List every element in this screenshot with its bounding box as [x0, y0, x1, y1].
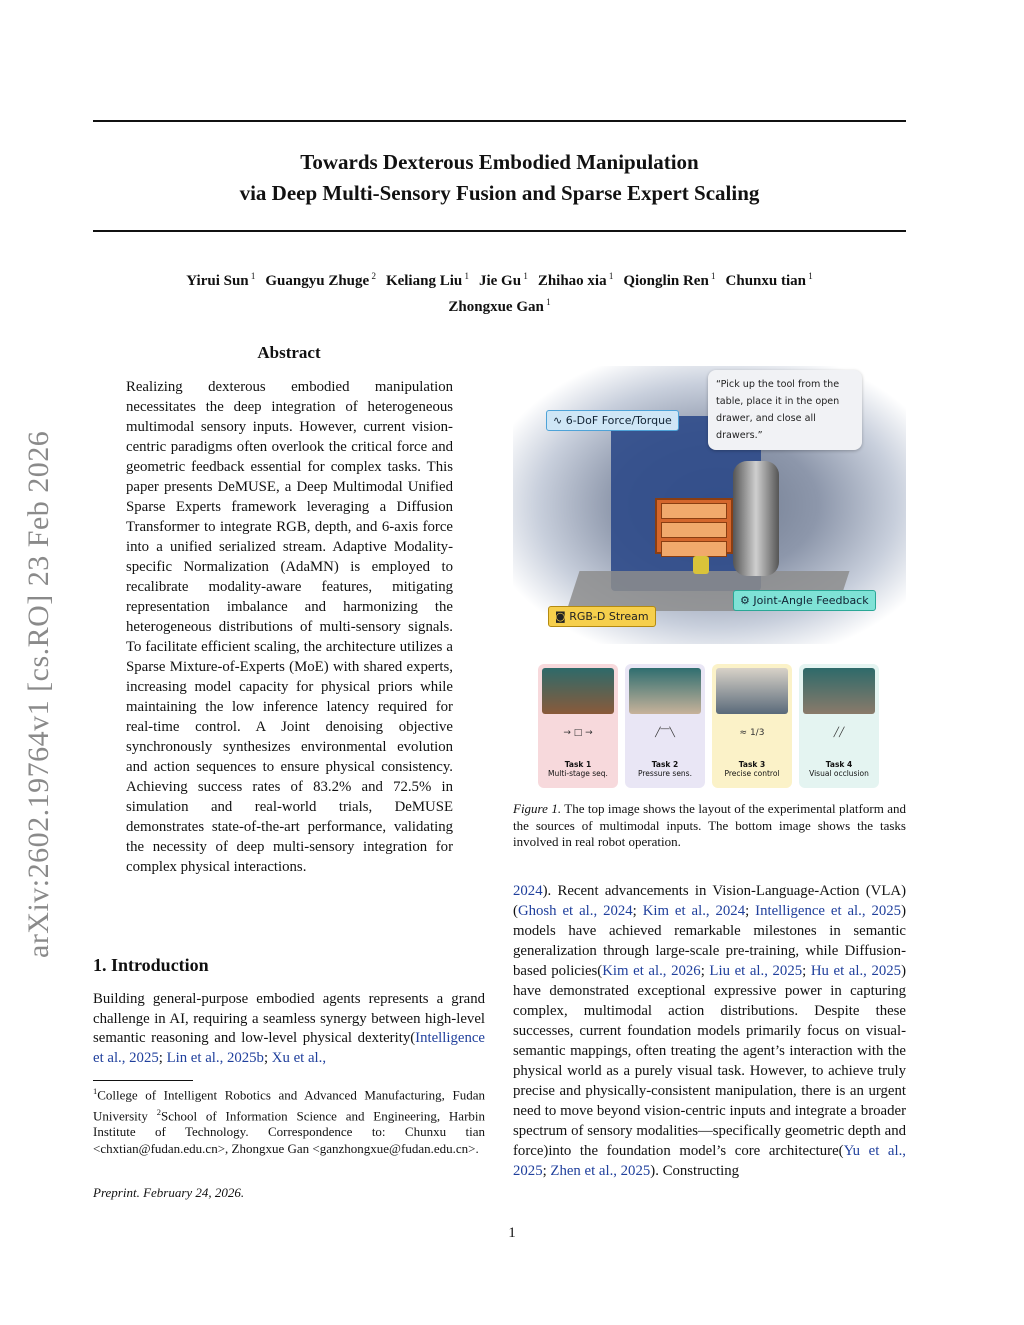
sketch-glyphs: ╱‾‾╲: [655, 728, 675, 738]
task-description: Visual occlusion: [809, 769, 869, 778]
citation-link[interactable]: Yu et al., 2025: [513, 1143, 906, 1179]
task-photo: [716, 668, 788, 714]
citation-link[interactable]: Liu et al., 2025: [709, 963, 803, 979]
gear-icon: ⚙: [740, 594, 750, 607]
joint-angle-label: [733, 590, 876, 611]
author-list: [93, 266, 906, 318]
robot-arm: [733, 461, 779, 576]
task-panel-2: [625, 664, 705, 788]
affiliation-1: College of Intelligent Robotics and Advanced Manufacturing, Fudan University: [93, 1087, 485, 1123]
body-text: ;: [542, 1163, 551, 1179]
page-number: 1: [508, 1225, 516, 1241]
title-line-2: via Deep Multi-Sensory Fusion and Sparse Expert Scaling: [239, 181, 760, 205]
author-name: [726, 273, 813, 289]
force-torque-text: 6-DoF Force/Torque: [565, 414, 672, 427]
author-name-text: Keliang Liu: [385, 273, 463, 289]
affiliation-2: School of Information Science and Engineering, Harbin Institute of Technology. Correspondence to: Chunxu tian <chxtian@fudan.edu.cn>, Zhongxue Gan <ganzhongxue@fudan.edu.cn>.: [93, 1107, 486, 1156]
citation-link[interactable]: Lin et al., 2025b: [166, 1049, 264, 1066]
author-name-text: Guangyu Zhuge: [265, 273, 370, 289]
author-name-text: Yirui Sun: [186, 273, 249, 289]
figure-label: Figure 1.: [513, 801, 562, 816]
task-panel-4: [799, 664, 879, 788]
affiliation-mark: 1: [521, 271, 528, 281]
footnote-mark: 1: [93, 1086, 98, 1096]
rgbd-stream-label: [548, 606, 656, 627]
citation-link[interactable]: Zhen et al., 2025: [550, 1163, 651, 1179]
task-name: Task 3: [738, 760, 766, 769]
task-description: Multi-stage seq.: [548, 769, 608, 778]
task-sketch: [631, 718, 699, 756]
body-text: ;: [632, 903, 643, 919]
author-name: [448, 299, 550, 315]
citation-link[interactable]: Ghosh et al., 2024: [517, 903, 633, 919]
author-name: [186, 273, 255, 289]
bottom-title-rule: [93, 230, 906, 232]
section-heading-introduction: 1. Introduction: [93, 955, 209, 975]
task-photo: [542, 668, 614, 714]
author-name-text: Zhongxue Gan: [448, 299, 544, 315]
citation-link[interactable]: Hu et al., 2025: [810, 963, 902, 979]
preprint-note: Preprint. February 24, 2026.: [93, 1185, 245, 1200]
intro-plain-text: Building general-purpose embodied agents represents a grand challenge in AI, requiring a seamless synergy between high-level semantic reasoning and low-level physical dexterity(: [93, 991, 485, 1046]
robot-setup-image: [513, 366, 906, 644]
caption-text: The top image shows the layout of the experimental platform and the sources of multimodal inputs. The bottom image shows the tasks involved in real robot operation.: [513, 801, 907, 849]
footnote-rule: [93, 1080, 193, 1081]
affiliation-mark: 1: [806, 271, 813, 281]
introduction-text: Building general-purpose embodied agents represents a grand challenge in AI, requiring a seamless synergy between high-level semantic reasoning and low-level physical dexterity(Intelligence et al., 2025; Lin et al., 2025b; Xu et al.,: [93, 991, 485, 1066]
task-panel-3: [712, 664, 792, 788]
affiliation-mark: 1: [248, 271, 256, 281]
task-name: Task 1: [564, 760, 592, 769]
body-text: ). Recent advancements in Vision-Language-Action (VLA)(: [513, 883, 906, 919]
sketch-glyphs: ╱╱: [833, 728, 845, 738]
author-name: [623, 273, 715, 289]
footnote-mark: 2: [156, 1106, 161, 1117]
body-text: ). Constructing: [650, 1163, 740, 1179]
citation-link[interactable]: Intelligence et al., 2025: [93, 1030, 485, 1066]
body-text: ;: [700, 963, 710, 979]
camera-icon: ◙: [555, 610, 566, 623]
author-name-text: Chunxu tian: [725, 273, 806, 289]
author-name-text: Qionglin Ren: [623, 273, 709, 289]
waveform-icon: ∿: [553, 414, 563, 427]
paper-title: [93, 147, 906, 209]
affiliation-mark: 1: [606, 271, 614, 281]
task-description: Pressure sens.: [638, 769, 692, 778]
author-name: [265, 273, 376, 289]
author-name: [386, 273, 469, 289]
task-name: Task 4: [825, 760, 853, 769]
task-photo: [803, 668, 875, 714]
citation-link[interactable]: Kim et al., 2026: [602, 963, 701, 979]
citation-link[interactable]: 2024: [513, 883, 543, 899]
task-sketch: [544, 718, 612, 756]
task-panel-1: [538, 664, 618, 788]
citation-link[interactable]: Intelligence et al., 2025: [755, 903, 902, 919]
task-sketch: [805, 718, 873, 756]
task-description: Precise control: [724, 769, 780, 778]
affiliation-footnote: [93, 1083, 485, 1157]
sketch-glyphs: → □ →: [563, 728, 593, 738]
abstract-text: Realizing dexterous embodied manipulation necessitates the deep integration of heterogeneous multimodal sensory inputs. However, current vision-centric paradigms often overlook the critical force and geometric feedback essential for complex tasks. This paper presents DeMUSE, a Deep Multimodal Unified Sparse Experts framework leveraging a Diffusion Transformer to integrate RGB, depth, and 6-axis force into a unified serialized stream. Adaptive Modality-specific Normalization (AdaMN) is employed to recalibrate modality-aware features, mitigating representation imbalance and harmonizing the heterogeneous distributions of multi-sensory signals. To facilitate efficient scaling, the architecture utilizes a Sparse Mixture-of-Experts (MoE) with shared experts, increasing model capacity for physical priors while maintaining the low inference latency required for real-time control. A Joint denoising objective synchronously synthesizes environmental evolution and action sequences to ensure physical consistency. Achieving success rates of 83.2% and 72.5% in simulation and real-world trials, DeMUSE demonstrates state-of-the-art performance, validating the necessity of deep multi-sensory integration for complex physical interactions.: [126, 379, 453, 875]
body-text: ) have demonstrated exceptional expressive power in capturing complex, multimodal action distributions. Despite these successes, current foundation models primarily focus on visual-semantic mappings, often treating the agent’s interaction with the physical world as a purely visual task. However, to achieve truly precise and physically-consistent manipulation, there is an urgent need to move beyond vision-centric inputs and integrate a broader spectrum of sensory modalities—specifically geometric depth and force)into the foundation model’s core architecture(: [513, 963, 907, 1159]
top-rule: [93, 120, 906, 122]
instruction-speech-bubble: “Pick up the tool from the table, place it in the open drawer, and close all drawers.”: [708, 370, 862, 450]
abstract-heading: Abstract: [257, 343, 321, 362]
figure-caption: [513, 801, 906, 851]
body-text: ;: [802, 963, 811, 979]
arxiv-stamp: arXiv:2602.19764v1 [cs.RO] 23 Feb 2026: [22, 430, 55, 958]
task-photo: [629, 668, 701, 714]
introduction-continued-text: [513, 881, 906, 1181]
joint-angle-text: Joint-Angle Feedback: [753, 594, 869, 607]
affiliation-mark: 2: [369, 271, 376, 281]
yellow-cup: [693, 556, 709, 574]
citation-link[interactable]: Kim et al., 2024: [642, 903, 746, 919]
author-name-text: Jie Gu: [478, 273, 522, 289]
task-panels: [538, 664, 878, 788]
body-text: ) models have achieved remarkable milestones in semantic generalization through large-scale pre-training, while Diffusion-based policies(: [513, 903, 907, 979]
author-name: [479, 273, 528, 289]
citation-link[interactable]: Xu et al.,: [271, 1049, 327, 1066]
author-name-text: Zhihao xia: [537, 273, 607, 289]
body-text: ;: [745, 903, 756, 919]
author-name: [538, 273, 614, 289]
task-name: Task 2: [651, 760, 679, 769]
sketch-glyphs: ≈ 1/3: [739, 728, 765, 738]
affiliation-mark: 1: [543, 297, 551, 307]
title-line-1: Towards Dexterous Embodied Manipulation: [300, 150, 699, 174]
affiliation-mark: 1: [708, 271, 716, 281]
task-sketch: [718, 718, 786, 756]
force-torque-label: [546, 410, 679, 431]
rgbd-stream-text: RGB-D Stream: [569, 610, 649, 623]
drawer-cabinet: [655, 498, 733, 554]
affiliation-mark: 1: [462, 271, 469, 281]
